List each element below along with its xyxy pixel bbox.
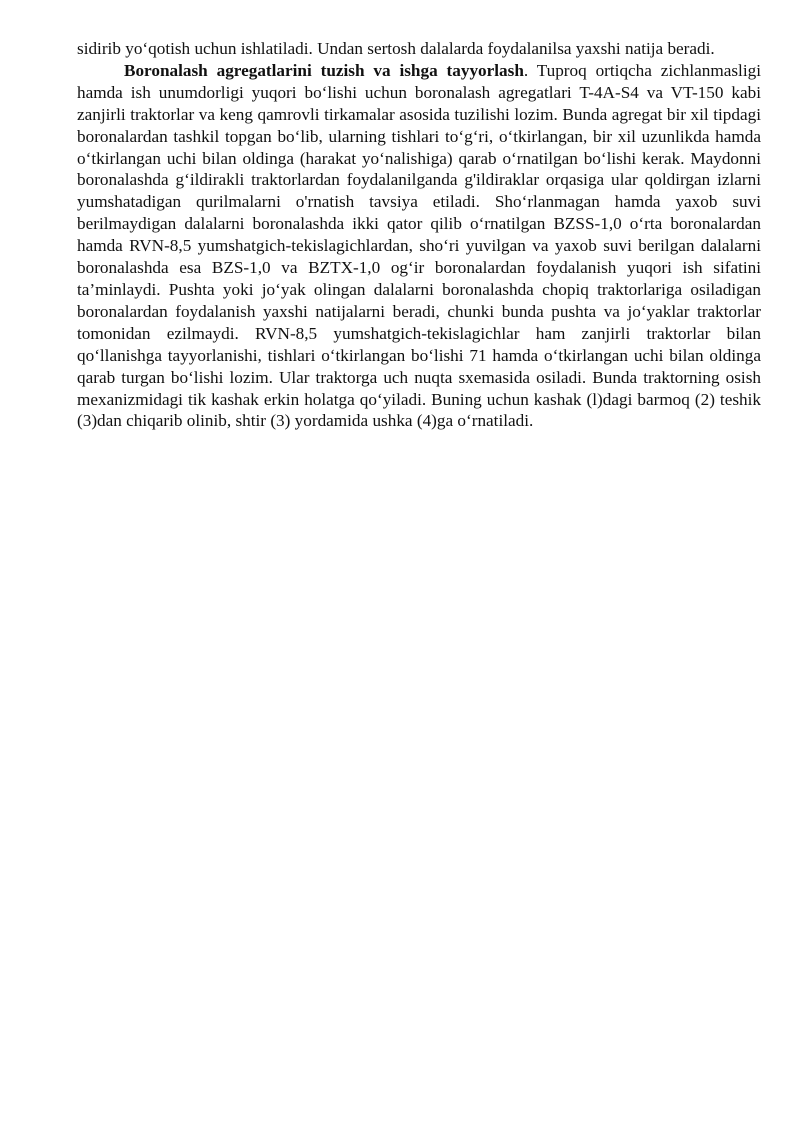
section-paragraph: [77, 60, 761, 432]
document-page: [77, 38, 761, 432]
continuation-paragraph: sidirib yo‘qotish uchun ishlatiladi. Undan sertosh dalalarda foydalanilsa yaxshi natija beradi.: [77, 39, 715, 58]
section-heading: Boronalash agregatlarini tuzish va ishga tayyorlash: [124, 60, 524, 80]
section-body-text: . Tuproq ortiqcha zichlanmasligi hamda ish unumdorligi yuqori bo‘lishi uchun boronalash agregatlari T-4A-S4 va VT-150 kabi zanjirli traktorlar va keng qamrovli tirkamalar asosida tuzilishi lozim. Bunda agregat bir xil tipdagi boronalardan tashkil topgan bo‘lib, ularning tishlari to‘g‘ri, o‘tkirlangan, bir xil uzunlikda hamda o‘tkirlangan uchi bilan oldinga (harakat yo‘nalishiga) qarab o‘rnatilgan bo‘lishi kerak. Maydonni boronalashda g‘ildirakli traktorlardan foydalanilganda g'ildiraklar orqasiga ular qoldirgan izlarni yumshatadigan qurilmalarni o'rnatish tavsiya etiladi. Sho‘rlanmagan hamda yaxob suvi berilmaydigan dalalarni boronalashda ikki qator qilib o‘rnatilgan BZSS-1,0 o‘rta boronalardan hamda RVN-8,5 yumshatgich-tekislagichlardan, sho‘ri yuvilgan va yaxob suvi berilgan dalalarni boronalashda esa BZS-1,0 va BZTX-1,0 og‘ir boronalardan foydalanish yuqori ish sifatini ta’minlaydi. Pushta yoki jo‘yak olingan dalalarni boronalashda chopiq traktorlariga osiladigan boronalardan foydalanish yaxshi natijalarni beradi, chunki bunda pushta va jo‘yaklar traktorlar tomonidan ezilmaydi. RVN-8,5 yumshatgich-tekislagichlar ham zanjirli traktorlar bilan qo‘llanishga tayyorlanishi, tishlari o‘tkirlangan bo‘lishi 71 hamda o‘tkirlangan uchi bilan oldinga qarab turgan bo‘lishi lozim. Ular traktorga uch nuqta sxemasida osiladi. Bunda traktorning osish mexanizmidagi tik kashak erkin holatga qo‘yiladi. Buning uchun kashak (l)dagi barmoq (2) teshik (3)dan chiqarib olinib, shtir (3) yordamida ushka (4)ga o‘rnatiladi.: [77, 60, 761, 431]
